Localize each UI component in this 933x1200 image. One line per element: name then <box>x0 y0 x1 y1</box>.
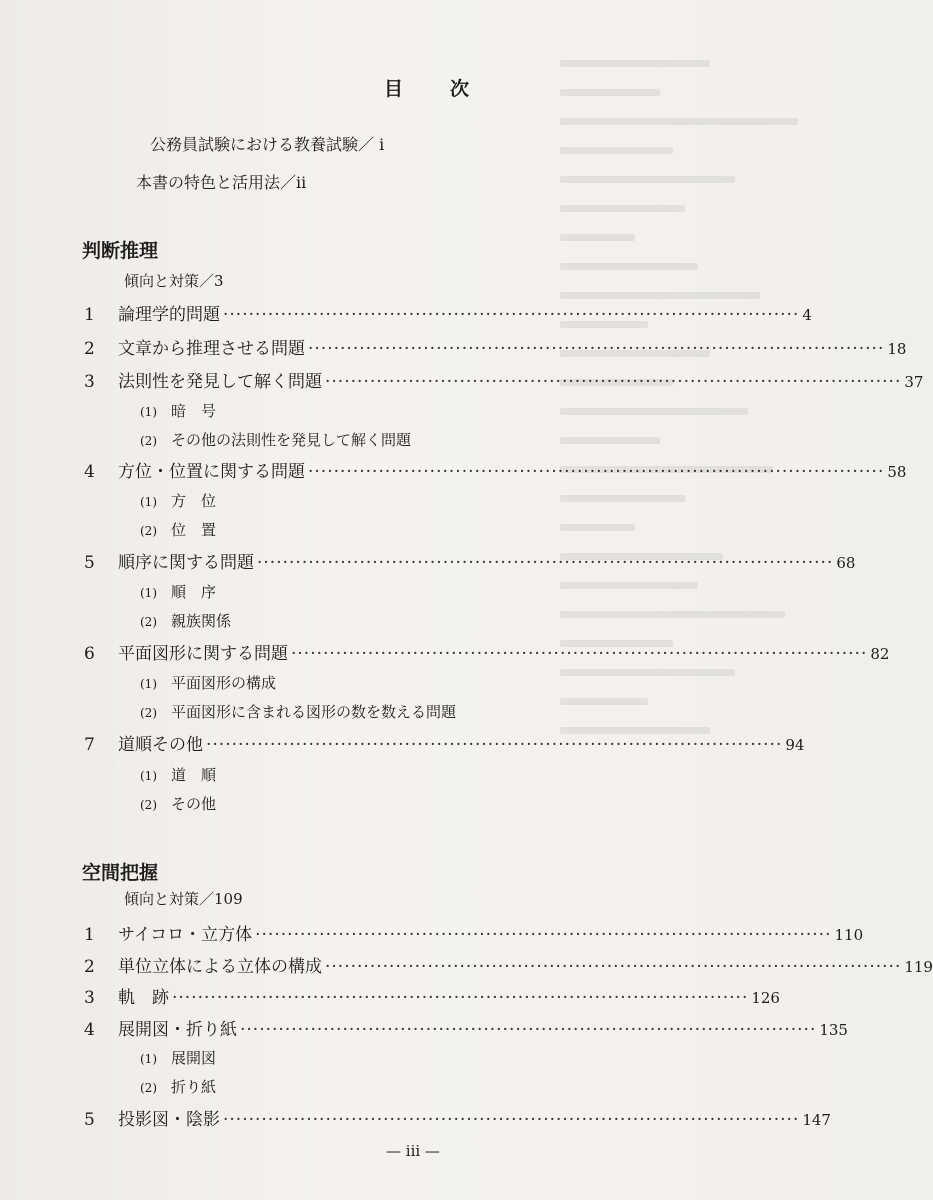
entry-number: 1 <box>84 925 95 945</box>
entry-label: 投影図・陰影 <box>118 1110 220 1130</box>
intro-line: 本書の特色と活用法／ii <box>136 173 307 192</box>
entry-number: 2 <box>84 339 95 359</box>
sub-marker: (1) <box>140 405 157 419</box>
strategy-line: 傾向と対策／3 <box>124 272 224 290</box>
sub-entry <box>140 793 216 814</box>
sub-marker: (1) <box>140 586 157 600</box>
entry-label: 平面図形に関する問題 <box>118 644 288 664</box>
entry-page: 126 <box>751 989 780 1007</box>
sub-entry <box>140 429 411 450</box>
sub-entry <box>140 764 216 785</box>
entry-number: 6 <box>84 644 95 664</box>
entry-page: 37 <box>904 373 924 391</box>
toc-entry <box>84 1015 848 1041</box>
entry-label: 順序に関する問題 <box>118 553 254 573</box>
section-heading: 空間把握 <box>82 862 159 884</box>
dot-leader: ·························································································· <box>325 372 902 392</box>
sub-entry <box>140 519 216 540</box>
toc-entry <box>84 952 933 978</box>
section-heading: 判断推理 <box>82 240 159 262</box>
sub-marker: (1) <box>140 1052 157 1066</box>
entry-label: 論理学的問題 <box>118 305 220 325</box>
entry-page: 110 <box>834 926 864 944</box>
sub-marker: (1) <box>140 769 157 783</box>
dot-leader: ·························································································· <box>172 988 749 1008</box>
entry-label: 道順その他 <box>118 735 203 755</box>
sub-label: 折り紙 <box>171 1078 217 1096</box>
sub-label: 平面図形の構成 <box>171 674 277 692</box>
bleed-through-text <box>560 60 810 820</box>
dot-leader: ·························································································· <box>257 553 834 573</box>
sub-label: 展開図 <box>171 1049 217 1067</box>
entry-label: 軌 跡 <box>118 988 169 1008</box>
page-number-footer: — iii — <box>386 1142 440 1160</box>
entry-page: 147 <box>802 1111 831 1129</box>
sub-entry <box>140 490 216 511</box>
dot-leader: ·························································································· <box>223 1110 800 1130</box>
entry-number: 1 <box>84 305 95 325</box>
entry-number: 5 <box>84 1110 95 1130</box>
toc-entry <box>84 548 856 574</box>
sub-label: 位 置 <box>171 521 217 539</box>
sub-label: その他 <box>171 795 217 813</box>
sub-marker: (2) <box>140 615 157 629</box>
dot-leader: ·························································································· <box>308 339 885 359</box>
sub-label: 方 位 <box>171 492 217 510</box>
toc-entry <box>84 457 907 483</box>
dot-leader: ·························································································· <box>325 957 902 977</box>
entry-page: 58 <box>887 463 907 481</box>
intro-line: 公務員試験における教養試験／ i <box>150 135 385 154</box>
dot-leader: ·························································································· <box>308 462 885 482</box>
dot-leader: ·························································································· <box>291 644 868 664</box>
sub-label: その他の法則性を発見して解く問題 <box>171 431 412 449</box>
strategy-line: 傾向と対策／109 <box>124 890 243 908</box>
entry-page: 18 <box>887 340 907 358</box>
toc-entry <box>84 920 864 946</box>
sub-marker: (2) <box>140 706 157 720</box>
entry-page: 94 <box>785 736 805 754</box>
sub-marker: (1) <box>140 495 157 509</box>
toc-entry <box>84 300 812 326</box>
entry-label: 展開図・折り紙 <box>118 1020 237 1040</box>
toc-entry <box>84 730 805 756</box>
entry-page: 82 <box>870 645 890 663</box>
entry-label: 単位立体による立体の構成 <box>118 957 322 977</box>
toc-entry <box>84 639 890 665</box>
sub-label: 親族関係 <box>171 612 232 630</box>
entry-page: 68 <box>836 554 856 572</box>
entry-number: 5 <box>84 553 95 573</box>
sub-entry <box>140 672 276 693</box>
toc-entry <box>84 367 924 393</box>
sub-entry <box>140 400 216 421</box>
entry-number: 4 <box>84 1020 95 1040</box>
sub-marker: (2) <box>140 1081 157 1095</box>
sub-entry <box>140 1076 216 1097</box>
sub-marker: (2) <box>140 524 157 538</box>
sub-label: 暗 号 <box>171 402 217 420</box>
entry-label: 法則性を発見して解く問題 <box>118 372 322 392</box>
dot-leader: ·························································································· <box>240 1020 817 1040</box>
toc-entry <box>84 983 780 1009</box>
page-title: 目 次 <box>384 78 484 100</box>
dot-leader: ·························································································· <box>255 925 832 945</box>
entry-page: 135 <box>819 1021 848 1039</box>
sub-entry <box>140 701 456 722</box>
entry-label: 方位・位置に関する問題 <box>118 462 305 482</box>
dot-leader: ·························································································· <box>223 305 800 325</box>
sub-marker: (2) <box>140 434 157 448</box>
entry-label: 文章から推理させる問題 <box>118 339 305 359</box>
entry-number: 4 <box>84 462 95 482</box>
sub-label: 道 順 <box>171 766 217 784</box>
entry-page: 4 <box>802 306 812 324</box>
entry-number: 7 <box>84 735 95 755</box>
sub-entry <box>140 610 231 631</box>
entry-number: 3 <box>84 372 95 392</box>
toc-entry <box>84 1105 831 1131</box>
sub-entry <box>140 1047 216 1068</box>
sub-marker: (1) <box>140 677 157 691</box>
entry-number: 3 <box>84 988 95 1008</box>
sub-label: 順 序 <box>171 583 217 601</box>
sub-entry <box>140 581 216 602</box>
entry-number: 2 <box>84 957 95 977</box>
sub-marker: (2) <box>140 798 157 812</box>
entry-page: 119 <box>904 958 933 976</box>
entry-label: サイコロ・立方体 <box>118 925 253 945</box>
toc-entry <box>84 334 907 360</box>
sub-label: 平面図形に含まれる図形の数を数える問題 <box>171 703 457 721</box>
dot-leader: ·························································································· <box>206 735 783 755</box>
